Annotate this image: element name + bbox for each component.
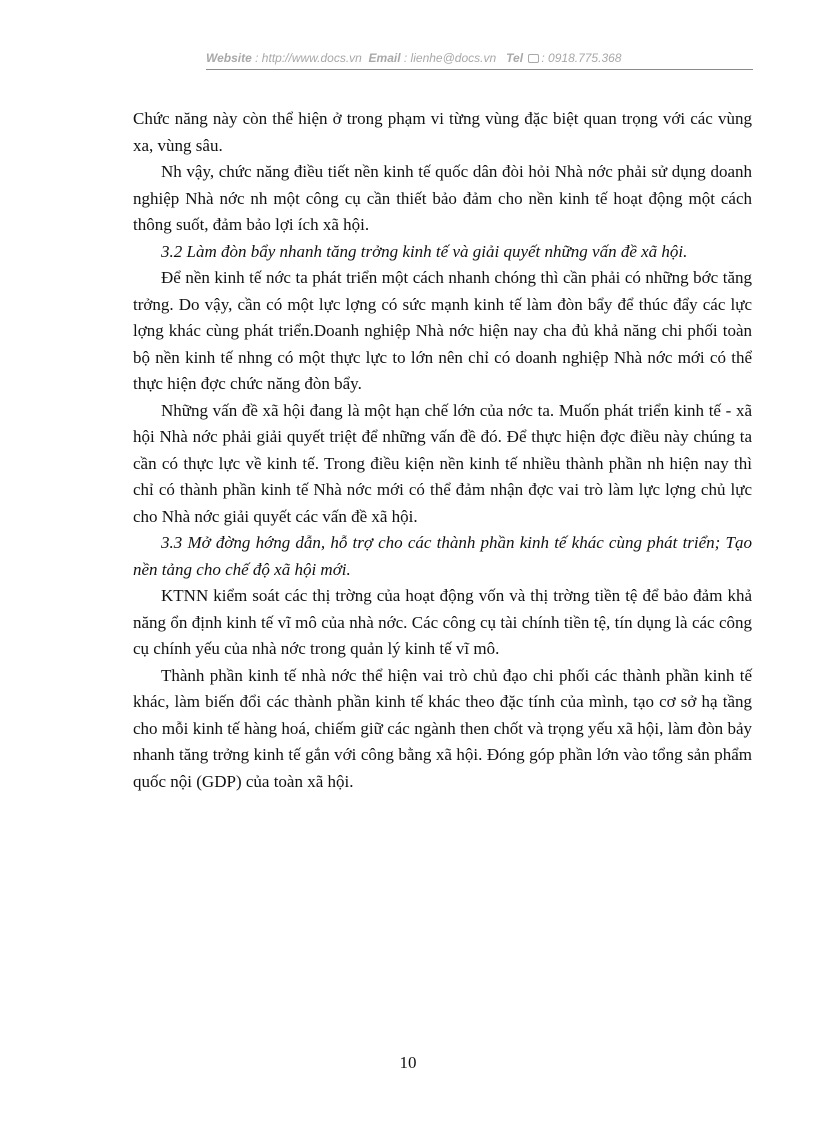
email-label: Email xyxy=(368,51,401,65)
paragraph: Nh vậy, chức năng điều tiết nền kinh tế quốc dân đòi hỏi Nhà nớc phải sử dụng doanh nghiệp Nhà nớc nh một công cụ cần thiết bảo đảm cho nền kinh tế hoạt động một cách thông suốt, đảm bảo lợi ích xã hội. xyxy=(133,162,752,234)
paragraph-continuation: Chức năng này còn thể hiện ở trong phạm vi từng vùng đặc biệt quan trọng với các vùng xa, vùng sâu. xyxy=(133,109,752,155)
paragraph: Thành phần kinh tế nhà nớc thể hiện vai trò chủ đạo chi phối các thành phần kinh tế khác, làm biến đổi các thành phần kinh tế khác theo đặc tính của mình, tạo cơ sở hạ tầng cho mỗi kinh tế hàng hoá, chiếm giữ các ngành then chốt và trọng yếu xã hội, làm đòn bảy nhanh tăng trởng kinh tế gắn với công bằng xã hội. Đóng góp phần lớn vào tổng sản phẩm quốc nội (GDP) của toàn xã hội. xyxy=(133,665,752,791)
paragraph: Để nền kinh tế nớc ta phát triển một cách nhanh chóng thì cần phải có những bớc tăng trởng. Do vậy, cần có một lực lợng có sức mạnh kinh tế làm đòn bẩy để thúc đẩy các lực lợng khác cùng phát triển.Doanh nghiệp Nhà nớc hiện nay cha đủ khả năng chi phối toàn bộ nền kinh tế nhng có một thực lực to lớn nên chỉ có doanh nghiệp Nhà nớc mới có thể thực hiện đợc chức năng đòn bẩy. xyxy=(133,268,752,393)
website-url[interactable]: : http://www.docs.vn xyxy=(255,51,362,65)
page-header xyxy=(206,51,751,65)
tel-number: : 0918.775.368 xyxy=(541,51,622,65)
section-heading-3-2: 3.2 Làm đòn bẩy nhanh tăng trởng kinh tế và giải quyết những vấn đề xã hội. xyxy=(161,241,688,261)
document-body xyxy=(133,106,752,795)
tel-label: Tel xyxy=(506,51,524,65)
paragraph: Những vấn đề xã hội đang là một hạn chế lớn của nớc ta. Muốn phát triển kinh tế - xã hội Nhà nớc phải giải quyết triệt để những vấn đề đó. Để thực hiện đợc điều này chúng ta cần có thực lực về kinh tế. Trong điều kiện nền kinh tế nhiều thành phần nh hiện nay thì chỉ có thành phần kinh tế Nhà nớc mới có thể đảm nhận đợc vai trò làm lực lợng chủ lực cho Nhà nớc giải quyết các vấn đề xã hội. xyxy=(133,400,752,526)
page-number: 10 xyxy=(399,1053,417,1072)
website-label: Website xyxy=(206,51,252,65)
section-heading-3-3: 3.3 Mở đờng hớng dẫn, hỗ trợ cho các thành phần kinh tế khác cùng phát triển; Tạo nền tảng cho chế độ xã hội mới. xyxy=(133,533,752,579)
email-address[interactable]: : lienhe@docs.vn xyxy=(403,51,497,65)
phone-icon xyxy=(528,54,539,63)
header-divider xyxy=(206,69,753,70)
paragraph: KTNN kiểm soát các thị trờng của hoạt động vốn và thị trờng tiền tệ để bảo đảm khả năng ổn định kinh tế vĩ mô của nhà nớc. Các công cụ tài chính tiền tệ, tín dụng là các công cụ chính yếu của nhà nớc trong quản lý kinh tế vĩ mô. xyxy=(133,586,752,658)
